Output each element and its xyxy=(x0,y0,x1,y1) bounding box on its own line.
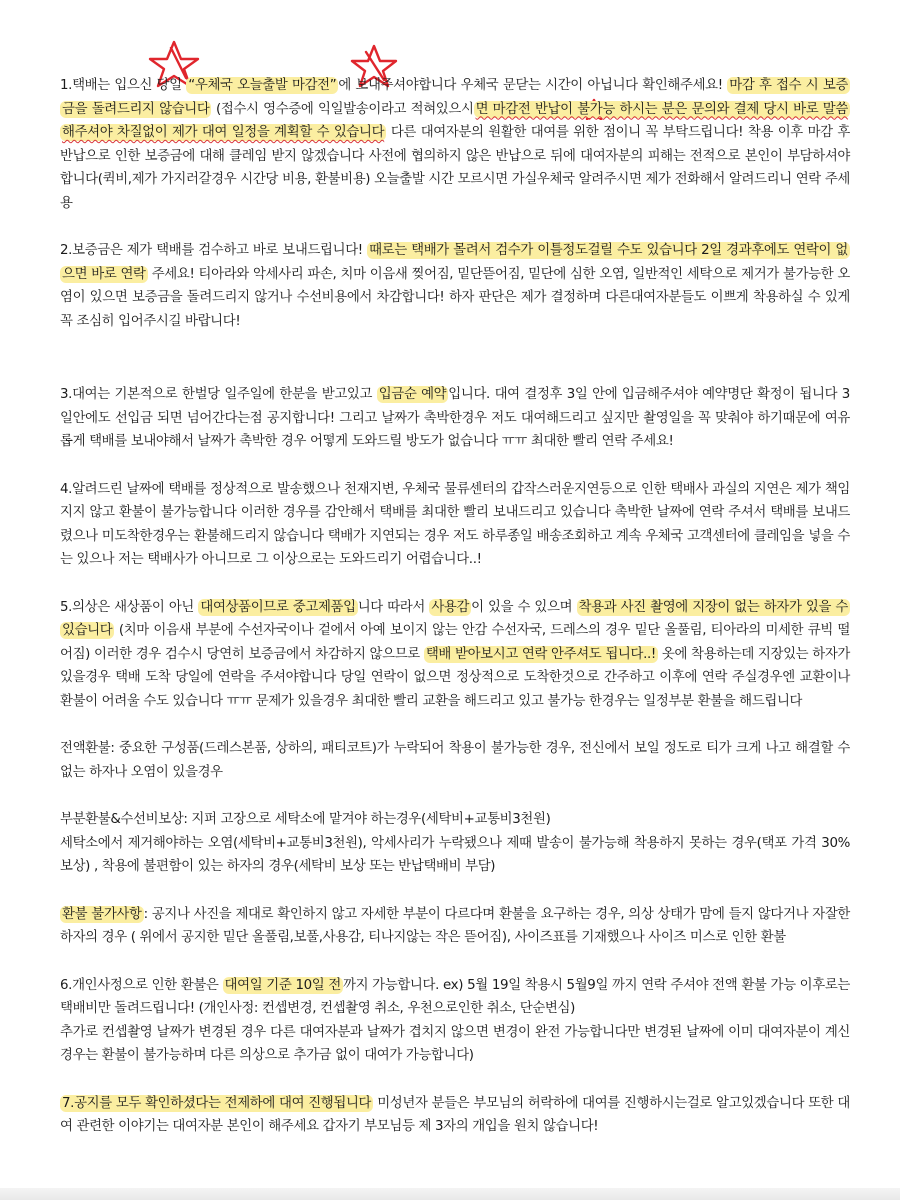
section-5-text-d: (치마 이음새 부분에 수선자국이나 겉에서 아예 보이지 않는 안감 수선자국, 드레스의 경우 밑단 올풀림, 티아라의 미세한 큐빅 떨어짐) 이러한 경우 검수시 당연히 보증금에서 차감하지 않으므로 xyxy=(60,623,850,662)
section-7 xyxy=(60,1092,850,1139)
section-2-highlight-inspection: 때로는 택배가 몰려서 검수가 이틀정도걸릴 수도 있습니다 2일 경과후에도 연락이 없으면 바로 연락 xyxy=(62,243,848,282)
section-7-text: 미성년자 분들은 부모님의 허락하에 대여를 진행하시는걸로 알고있겠습니다 또한 대여 관련한 이야기는 대여자분 본인이 해주세요 갑자기 부모님등 제 3자의 개입을 원치 않습니다! xyxy=(60,1095,850,1134)
section-3-text-b: 입니다. 대여 결정후 3일 안에 입금해주셔야 예약명단 확정이 됩니다 3일안에도 선입금 되면 넘어간다는점 공지합니다! 그리고 날짜가 촉박한경우 저도 대여해드리고 싶지만 촬영일을 꼭 맞춰야 하기때문에 여유롭게 택배를 보내야해서 날짜가 촉박한 경우 어떻게 도와드릴 방도가 없습니다 ㅠㅠ 최대한 빨리 연락 주세요! xyxy=(60,387,850,449)
no-refund-policy xyxy=(60,903,850,950)
section-1-highlight-contact: 면 마감전 반납이 불가능 하시는 분은 문의와 결제 당시 바로 말씀해주셔야 차질없이 제가 대여 일정을 계획할 수 있습니다 xyxy=(62,101,848,140)
section-6-text-b: 까지 가능합니다. ex) 5월 19일 착용시 5월9일 까지 연락 주셔야 전액 환불 가능 이후로는 택배비만 돌려드립니다! (개인사정: 컨셉변경, 컨셉촬영 취소, 우천으로인한 취소, 단순변심) xyxy=(60,977,851,1016)
section-1-highlight-deposit: 마감 후 접수 시 보증금을 돌려드리지 않습니다 xyxy=(62,78,848,117)
partial-refund-policy-line-2: 세탁소에서 제거해야하는 오염(세탁비+교통비3천원), 악세사리가 누락됐으나 제때 발송이 불가능해 착용하지 못하는 경우(택포 가격 30%보상) , 착용에 불편함이 있는 하자의 경우(세탁비 보상 또는 반납택배비 부담) xyxy=(60,835,850,874)
section-1-text-b: 에 보내주셔야합니다 우체국 문닫는 시간이 아닙니다 확인해주세요! xyxy=(338,78,728,93)
section-1-highlight-deadline: “우체국 오늘출발 마감전” xyxy=(188,78,337,93)
section-5-highlight-used: 대여상품이므로 중고제품입 xyxy=(200,599,356,615)
no-refund-text: : 공지나 사진을 제대로 확인하지 않고 자세한 부분이 다르다며 환불을 요구하는 경우, 의상 상태가 맘에 들지 않다거나 자잘한 하자의 경우 ( 위에서 공지한 밑단 올풀림,보풀,사용감, 티나지않는 작은 뜯어짐), 사이즈표를 기재했으나 사이즈 미스로 인한 환불 xyxy=(60,906,850,945)
section-5-highlight-no-contact: 택배 받아보시고 연락 안주셔도 됩니다..! xyxy=(425,646,656,662)
section-5 xyxy=(60,596,850,714)
section-3-highlight-reservation: 입금순 예약 xyxy=(378,387,447,402)
section-5-text-a: 5.의상은 새상품이 아닌 xyxy=(60,599,199,615)
section-5-highlight-defects: 착용과 사진 촬영에 지장이 없는 하자가 있을 수 있습니다 xyxy=(62,599,848,638)
section-1 xyxy=(60,74,850,215)
section-4: 4.알려드린 날짜에 택배를 정상적으로 발송했으나 천재지변, 우체국 물류센터의 갑작스러운지연등으로 인한 택배사 과실의 지연은 제가 책임지지 않고 환불이 불가능합니다 이러한 경우를 감안해서 택배를 최대한 빨리 보내드리고 있습니다 촉박한 날짜에 연락 주셔서 택배를 보내드렸으나 미도착한경우는 환불해드리지 않습니다 택배가 지연되는 경우 저도 하루종일 배송조회하고 계속 우체국 고객센터에 클레임을 넣을 수는 있으나 저는 택배사가 아니므로 그 이상으로는 도와드리기 어렵습니다..! xyxy=(60,481,850,567)
section-3 xyxy=(60,383,850,454)
section-5-text-b: 니다 따라서 xyxy=(357,599,430,615)
section-2 xyxy=(60,239,850,333)
section-5-highlight-wear: 사용감 xyxy=(431,599,470,615)
section-6-highlight-deadline: 대여일 기준 10일 전 xyxy=(224,977,341,993)
partial-refund-policy-line-1: 부분환불&수선비보상: 지퍼 고장으로 세탁소에 맡겨야 하는경우(세탁비+교통비3천원) xyxy=(60,812,551,827)
section-2-text-a: 2.보증금은 제가 택배를 검수하고 바로 보내드립니다! xyxy=(60,243,368,258)
notice-body xyxy=(60,74,850,1139)
page-bottom-edge xyxy=(0,1188,900,1200)
section-6 xyxy=(60,974,850,1021)
section-6-text-a: 6.개인사정으로 인한 환불은 xyxy=(60,977,223,993)
section-5-text-c: 이 있을 수 있으며 xyxy=(471,599,577,615)
section-5-text-e: 옷에 착용하는데 지장있는 하자가 있을경우 택배 도착 당일에 연락을 주셔야합니다 당일 연락이 없으면 정상적으로 도착한것으로 간주하고 이후에 연락 주실경우엔 교환이나 환불이 어려울 수도 있습니다 ㅠㅠ 문제가 있을경우 최대한 빨리 교환을 해드리고 있고 불가능 한경우는 일정부분 환불을 해드립니다 xyxy=(60,646,850,709)
section-2-text-b: 주세요! 티아라와 악세사리 파손, 치마 이음새 찢어짐, 밑단뜯어짐, 밑단에 심한 오염, 일반적인 세탁으로 제거가 불가능한 오염이 있으면 보증금을 돌려드리지 않거나 수선비용에서 차감합니다! 하자 판단은 제가 결정하며 다른대여자분들도 이쁘게 착용하실 수 있게 꼭 조심히 입어주시길 바랍니다! xyxy=(60,266,850,329)
no-refund-highlight: 환불 불가사항 xyxy=(62,906,142,922)
full-refund-policy: 전액환불: 중요한 구성품(드레스본품, 상하의, 패티코트)가 누락되어 착용이 불가능한 경우, 전신에서 보일 정도로 티가 크게 나고 해결할 수 없는 하자나 오염이 있을경우 xyxy=(60,741,850,780)
section-1-text-c: (접수시 영수증에 익일발송이라고 적혀있으시 xyxy=(211,101,474,117)
section-1-text-d: 다른 대여자분의 원활한 대여를 위한 점이니 꼭 부탁드립니다! 착용 이후 마감 후 반납으로 인한 보증금에 대해 클레임 받지 않겠습니다 사전에 협의하지 않은 반납으로 뒤에 대여자분의 피해는 전적으로 본인이 부담하셔야합니다(퀵비,제가 가지러갈경우 시간당 비용, 환불비용) 오늘출발 시간 모르시면 가실우체국 알려주시면 제가 전화해서 알려드리니 연락 주세용 xyxy=(60,125,850,211)
section-6-extra: 추가로 컨셉촬영 날짜가 변경된 경우 다른 대여자분과 날짜가 겹치지 않으면 변경이 완전 가능합니다만 변경된 날짜에 이미 대여자분이 계신 경우는 환불이 불가능하며 다른 의상으로 추가금 없이 대여가 가능합니다) xyxy=(60,1024,850,1063)
section-3-text-a: 3.대여는 기본적으로 한벌당 일주일에 한분을 받고있고 xyxy=(60,387,377,402)
section-1-text-a: 1.택배는 입으신 당일 xyxy=(60,78,187,93)
section-7-highlight-agreement: 7.공지를 모두 확인하셨다는 전제하에 대여 진행됩니다 xyxy=(62,1095,372,1111)
